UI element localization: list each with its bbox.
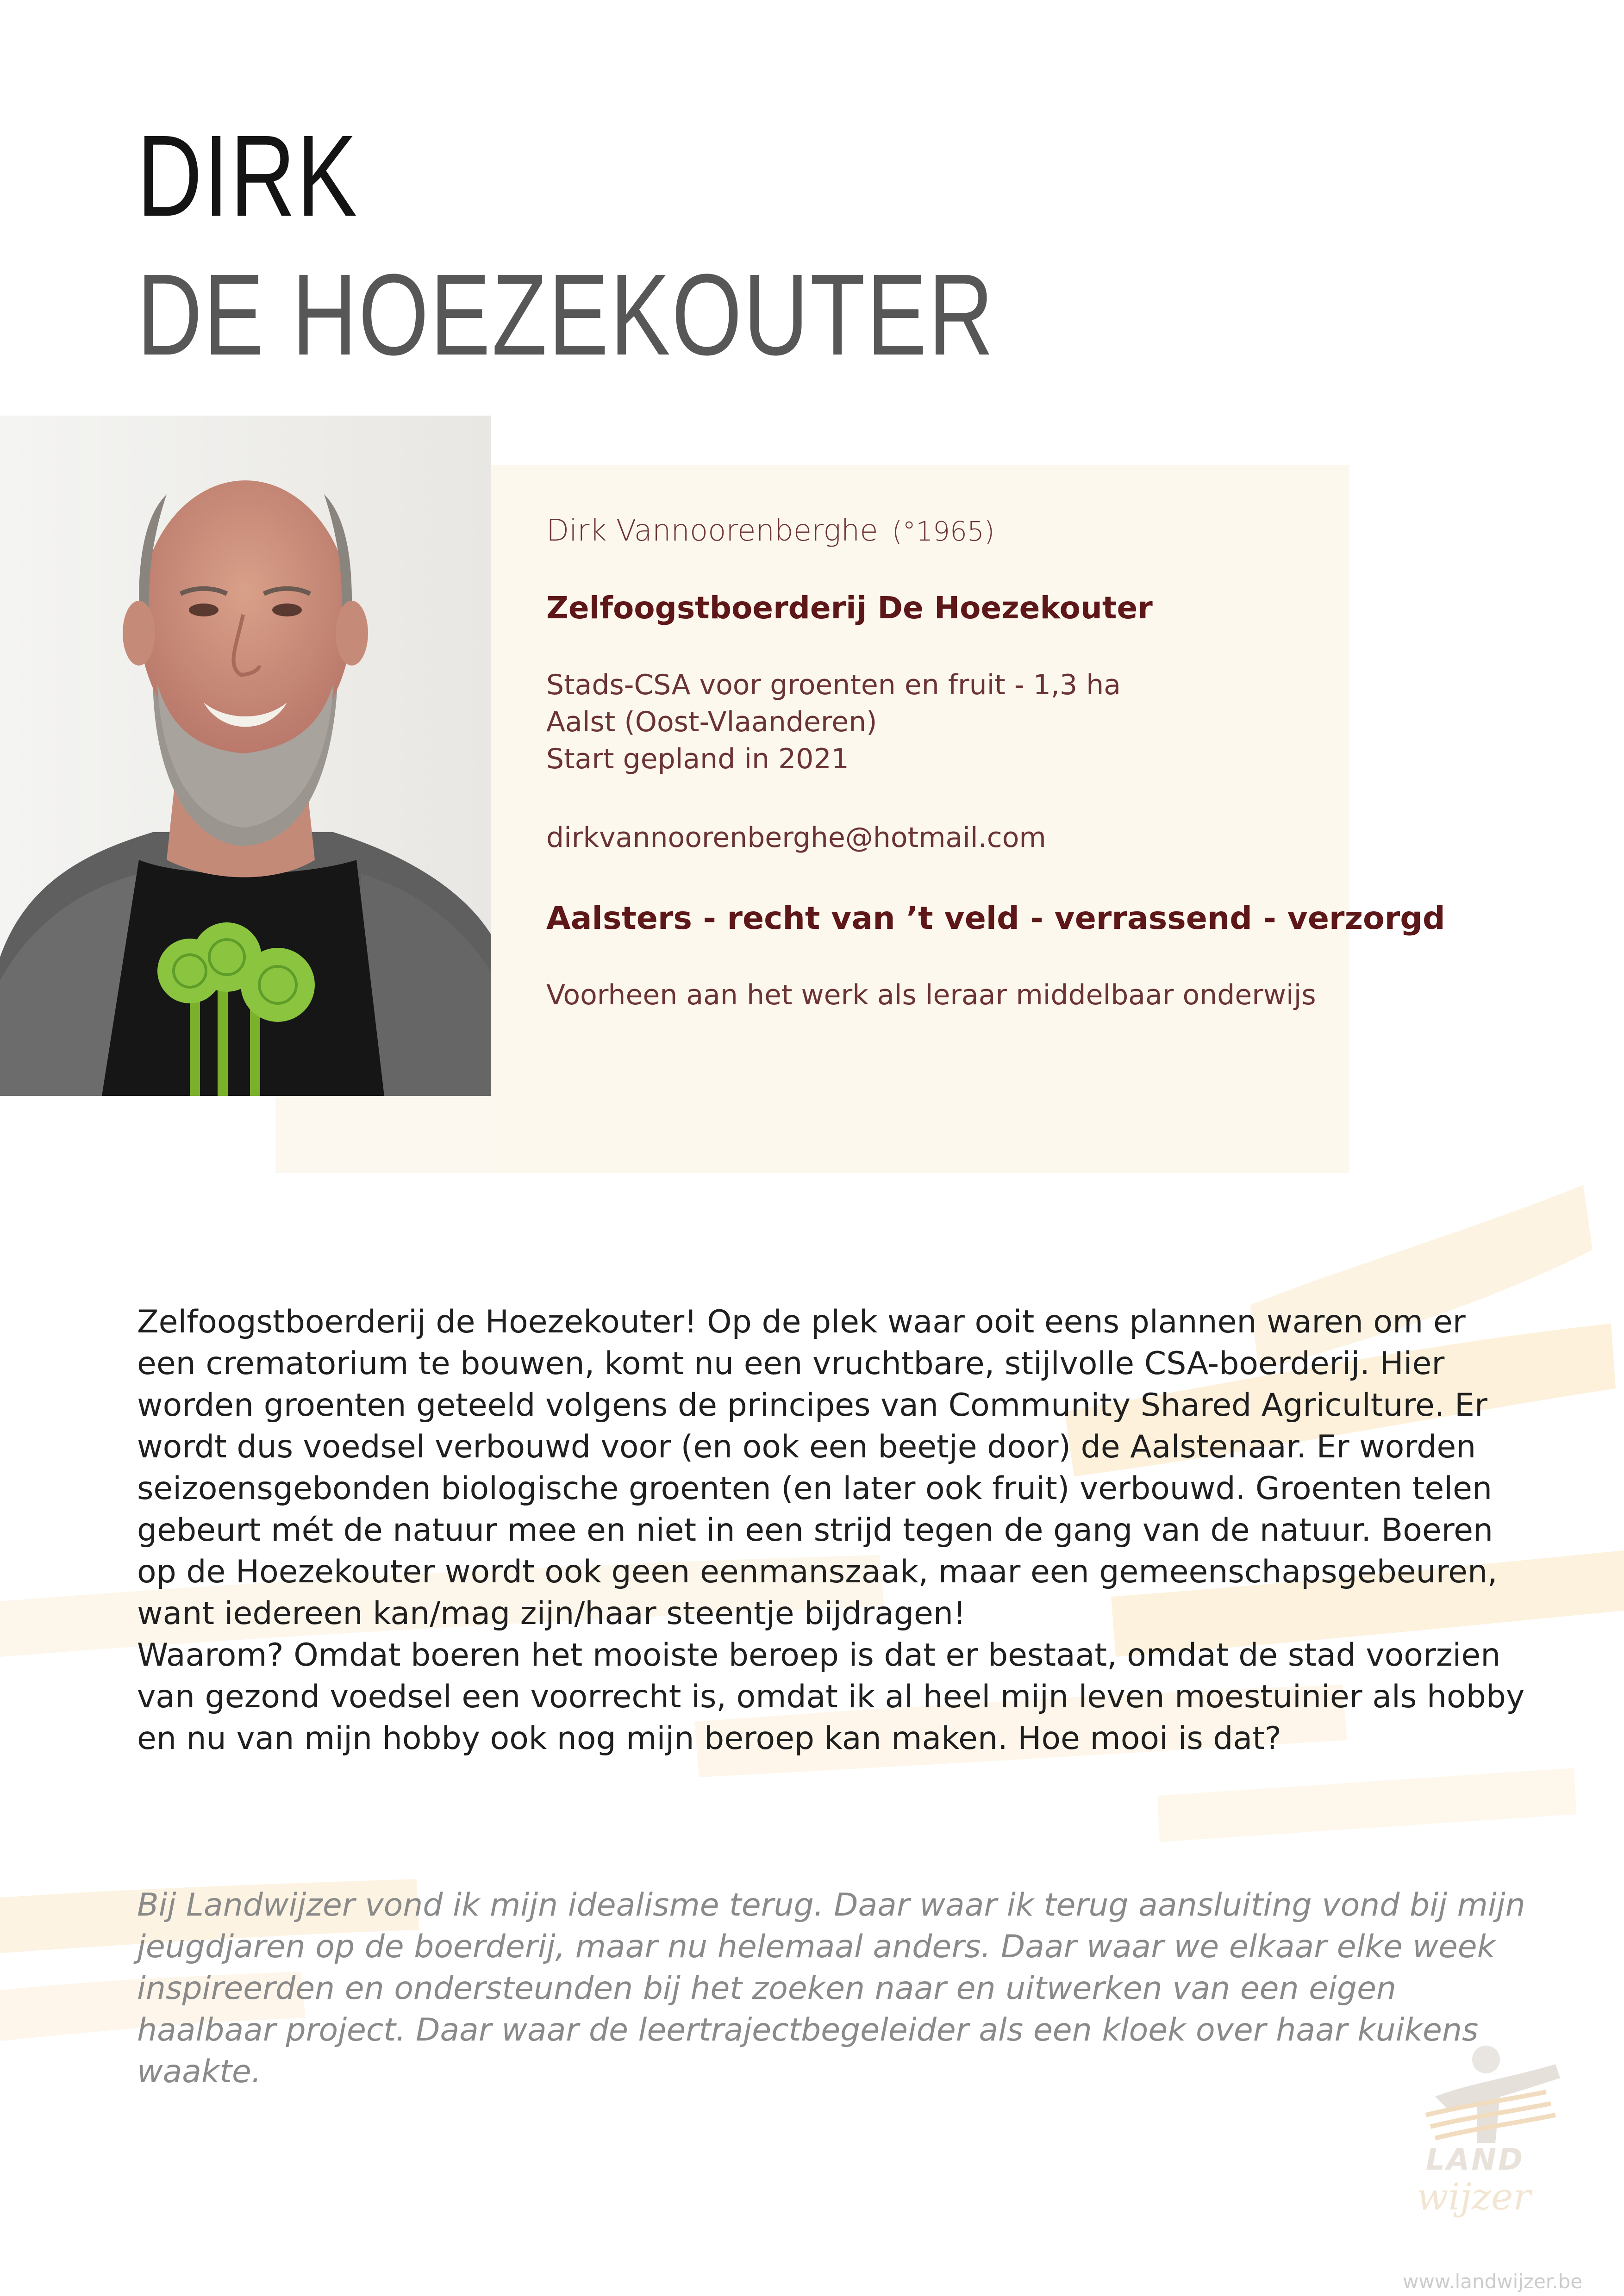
full-name [546,514,995,548]
detail-line: Stads-CSA voor groenten en fruit - 1,3 ha [546,669,1121,701]
logo-word-land: LAND [1426,2143,1524,2177]
body-paragraph: Waarom? Omdat boeren het mooiste beroep is dat er bestaat, omdat de stad voorzien van gezond voedsel een voorrecht is, omdat ik al heel mijn leven moestuinier als hobby en nu van mijn hobby ook nog mijn beroep kan maken. Hoe mooi is dat? [137,1637,1525,1757]
body-paragraph: Zelfoogstboerderij de Hoezekouter! Op de plek waar ooit eens plannen waren om er een crematorium te bouwen, komt nu een vruchtbare, stijlvolle CSA-boerderij. Hier worden groenten geteeld volgens de principes van Community Shared Agriculture. Er wordt dus voedsel verbouwd voor (en ook een beetje door) de Aalstenaar. Er worden seizoensgebonden biologische groenten (en later ook fruit) verbouwd. Groenten telen gebeurt mét de natuur mee en niet in een strijd tegen de gang van de natuur. Boeren op de Hoezekouter wordt ook geen eenmanszaak, maar een gemeenschapsgebeuren, want iedereen kan/mag zijn/haar steentje bijdragen! [137,1304,1498,1632]
detail-line: Start gepland in 2021 [546,743,849,775]
previous-occupation: Voorheen aan het werk als leraar middelbaar onderwijs [546,979,1316,1011]
birth-year: (°1965) [892,516,995,547]
website-link[interactable]: www.landwijzer.be [1403,2270,1583,2293]
farm-name-heading: DE HOEZEKOUTER [137,250,995,379]
email-link[interactable]: dirkvannoorenberghe@hotmail.com [546,821,1046,854]
detail-line: Aalst (Oost-Vlaanderen) [546,706,877,738]
person-name-heading: DIRK [137,111,359,240]
farm-details [546,666,1121,778]
farm-name: Zelfoogstboerderij De Hoezekouter [546,590,1153,626]
body-text [137,1301,1526,1760]
logo-word-wijzer: wijzer [1417,2175,1531,2218]
info-panel [491,465,1349,1173]
testimonial-quote: Bij Landwijzer vond ik mijn idealisme terug. Daar waar ik terug aansluiting vond bij mijn jeugdjaren op de boerderij, maar nu helemaal anders. Daar waar we elkaar elke week inspireerden en ondersteunden bij het zoeken naar en uitwerken van een eigen haalbaar project. Daar waar de leertrajectbegeleider als een kloek over haar kuikens waakte. [137,1887,1525,2090]
tagline: Aalsters - recht van ’t veld - verrassend - verzorgd [546,900,1445,937]
full-name-text: Dirk Vannoorenberghe [546,514,878,548]
portrait-photo [0,416,491,1096]
